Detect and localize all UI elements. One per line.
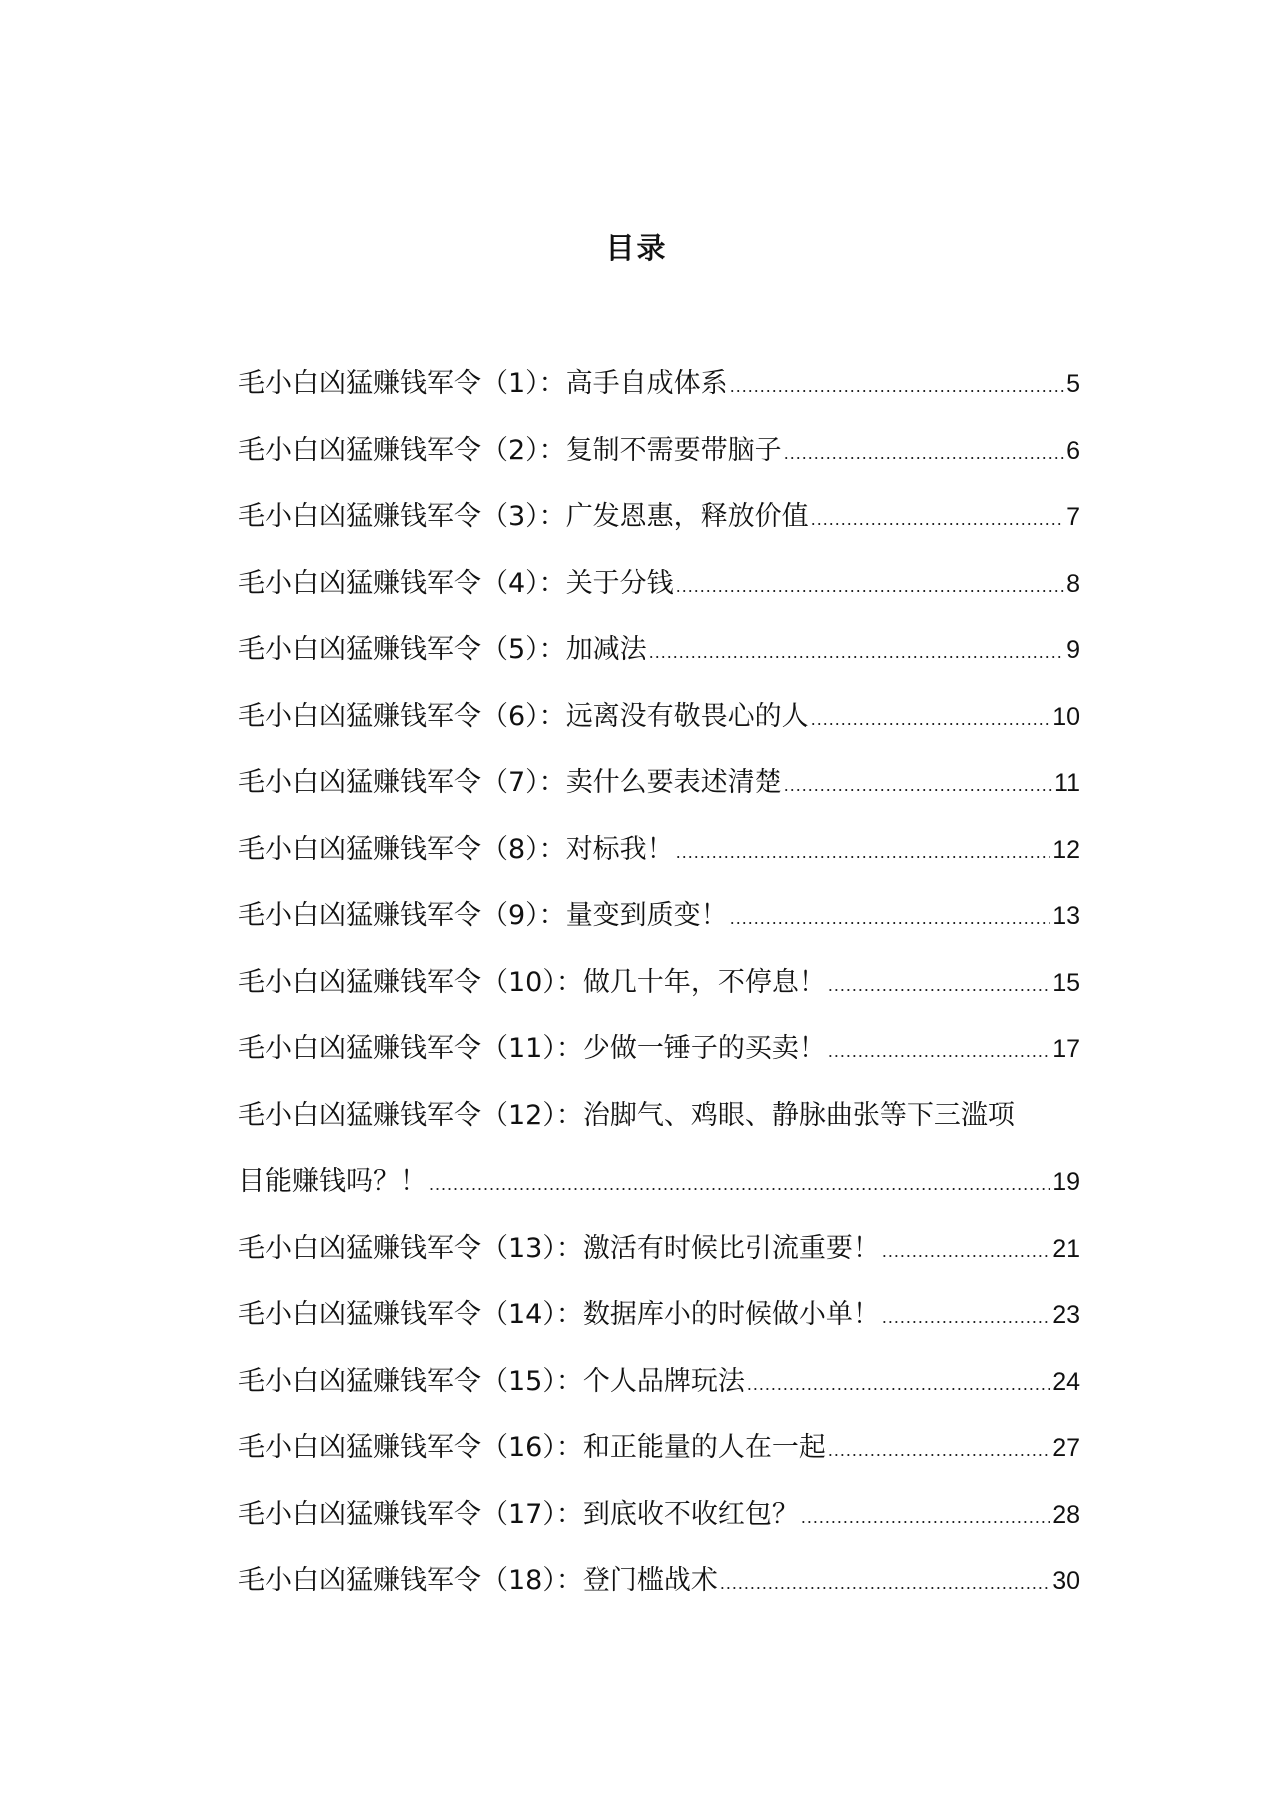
- dot-leader: [429, 1162, 1050, 1206]
- toc-entry-7[interactable]: [238, 761, 1080, 828]
- toc-entry-4[interactable]: [238, 562, 1080, 629]
- toc-entry-13[interactable]: [238, 1227, 1080, 1294]
- toc-entry-prefix: 毛小白凶猛赚钱军令（14）：: [238, 1299, 583, 1330]
- toc-entry-prefix: 毛小白凶猛赚钱军令（18）：: [238, 1565, 583, 1596]
- toc-entry-prefix: 毛小白凶猛赚钱军令（16）：: [238, 1432, 583, 1463]
- toc-entry-page: 6: [1066, 436, 1080, 465]
- toc-entry-page: 23: [1052, 1301, 1080, 1329]
- toc-entry-prefix: 毛小白凶猛赚钱军令（4）：: [238, 567, 566, 599]
- dot-leader: [882, 1229, 1050, 1273]
- toc-entry-page: 17: [1052, 1035, 1080, 1063]
- toc-entry-page: 10: [1052, 702, 1080, 731]
- toc-entry-1[interactable]: [238, 362, 1080, 429]
- toc-entry-prefix: 毛小白凶猛赚钱军令（15）：: [238, 1365, 583, 1397]
- page-title: 目录: [605, 231, 668, 265]
- dot-leader: [811, 697, 1051, 741]
- toc-entry-title: 远离没有敬畏心的人: [565, 700, 809, 732]
- toc-entry-2[interactable]: [238, 429, 1080, 496]
- dot-leader: [828, 963, 1050, 1007]
- toc-entry-page: 8: [1066, 569, 1080, 598]
- toc-entry-title: 卖什么要表述清楚: [565, 767, 782, 798]
- toc-entry-title: 广发恩惠，释放价值: [565, 501, 809, 532]
- toc-entry-12-continued[interactable]: [238, 1160, 1080, 1227]
- toc-entry-6[interactable]: [238, 695, 1080, 762]
- toc-entry-title: 登门槛战术: [582, 1565, 718, 1596]
- table-of-contents: [238, 362, 1080, 1626]
- dot-leader: [828, 1029, 1050, 1073]
- toc-entry-page: 28: [1052, 1500, 1080, 1529]
- toc-entry-17[interactable]: [238, 1493, 1080, 1560]
- toc-entry-prefix: 毛小白凶猛赚钱军令（10）：: [238, 966, 583, 998]
- toc-entry-page: 15: [1052, 968, 1080, 997]
- dot-leader: [784, 431, 1064, 475]
- toc-entry-9[interactable]: [238, 894, 1080, 961]
- toc-entry-prefix: 毛小白凶猛赚钱军令（12）：: [238, 1099, 583, 1131]
- toc-entry-title: 量变到质变！: [565, 900, 728, 931]
- dot-leader: [801, 1495, 1050, 1539]
- toc-entry-16[interactable]: [238, 1426, 1080, 1493]
- dot-leader: [676, 830, 1051, 874]
- dot-leader: [747, 1362, 1050, 1406]
- toc-entry-page: 9: [1066, 636, 1080, 664]
- toc-entry-page: 13: [1052, 902, 1080, 930]
- toc-entry-title: 和正能量的人在一起: [582, 1432, 826, 1463]
- toc-entry-page: 7: [1066, 503, 1080, 531]
- toc-entry-10[interactable]: [238, 961, 1080, 1028]
- toc-entry-prefix: 毛小白凶猛赚钱军令（9）：: [238, 900, 566, 931]
- toc-entry-title: 到底收不收红包？: [582, 1498, 799, 1530]
- toc-entry-title: 高手自成体系: [565, 368, 728, 399]
- toc-entry-title: 激活有时候比引流重要！: [582, 1232, 880, 1264]
- toc-entry-11[interactable]: [238, 1027, 1080, 1094]
- toc-entry-page: 21: [1052, 1234, 1080, 1263]
- toc-entry-page: 30: [1052, 1567, 1080, 1595]
- toc-entry-18[interactable]: [238, 1559, 1080, 1626]
- toc-entry-title: 数据库小的时候做小单！: [582, 1299, 880, 1330]
- toc-entry-prefix: 毛小白凶猛赚钱军令（8）：: [238, 833, 566, 865]
- toc-entry-title: 复制不需要带脑子: [565, 434, 782, 466]
- toc-entry-prefix: 毛小白凶猛赚钱军令（17）：: [238, 1498, 583, 1530]
- toc-entry-title: 治脚气、鸡眼、静脉曲张等下三滥项: [582, 1099, 1015, 1131]
- toc-entry-title: 关于分钱: [565, 567, 674, 599]
- toc-entry-title: 加减法: [565, 634, 647, 665]
- toc-entry-prefix: 毛小白凶猛赚钱军令（7）：: [238, 767, 566, 798]
- dot-leader: [730, 364, 1064, 408]
- toc-entry-page: 5: [1066, 370, 1080, 398]
- toc-entry-5[interactable]: [238, 628, 1080, 695]
- dot-leader: [784, 763, 1052, 807]
- toc-entry-title: 少做一锤子的买卖！: [582, 1033, 826, 1064]
- toc-entry-title: 做几十年，不停息！: [582, 966, 826, 998]
- toc-entry-8[interactable]: [238, 828, 1080, 895]
- toc-entry-title: 对标我！: [565, 833, 674, 865]
- dot-leader: [676, 564, 1064, 608]
- toc-entry-12[interactable]: [238, 1094, 1080, 1161]
- toc-entry-prefix: 毛小白凶猛赚钱军令（2）：: [238, 434, 566, 466]
- toc-entry-title: 个人品牌玩法: [582, 1365, 745, 1397]
- dot-leader: [828, 1428, 1050, 1472]
- dot-leader: [882, 1295, 1050, 1339]
- toc-entry-prefix: 毛小白凶猛赚钱军令（6）：: [238, 700, 566, 732]
- toc-entry-prefix: 毛小白凶猛赚钱军令（13）：: [238, 1232, 583, 1264]
- toc-entry-page: 19: [1052, 1168, 1080, 1196]
- dot-leader: [649, 630, 1064, 674]
- toc-entry-page: 24: [1052, 1367, 1080, 1396]
- toc-entry-3[interactable]: [238, 495, 1080, 562]
- toc-entry-prefix: 毛小白凶猛赚钱军令（1）：: [238, 368, 566, 399]
- toc-entry-prefix: 毛小白凶猛赚钱军令（3）：: [238, 501, 566, 532]
- toc-entry-page: 12: [1052, 835, 1080, 864]
- toc-entry-14[interactable]: [238, 1293, 1080, 1360]
- dot-leader: [811, 497, 1064, 541]
- dot-leader: [720, 1561, 1050, 1605]
- toc-entry-15[interactable]: [238, 1360, 1080, 1427]
- toc-entry-page: 11: [1054, 769, 1080, 797]
- dot-leader: [730, 896, 1051, 940]
- toc-entry-title-continued: 目能赚钱吗？！: [238, 1166, 427, 1197]
- toc-entry-page: 27: [1052, 1434, 1080, 1462]
- toc-entry-prefix: 毛小白凶猛赚钱军令（5）：: [238, 634, 566, 665]
- toc-entry-prefix: 毛小白凶猛赚钱军令（11）：: [238, 1033, 583, 1064]
